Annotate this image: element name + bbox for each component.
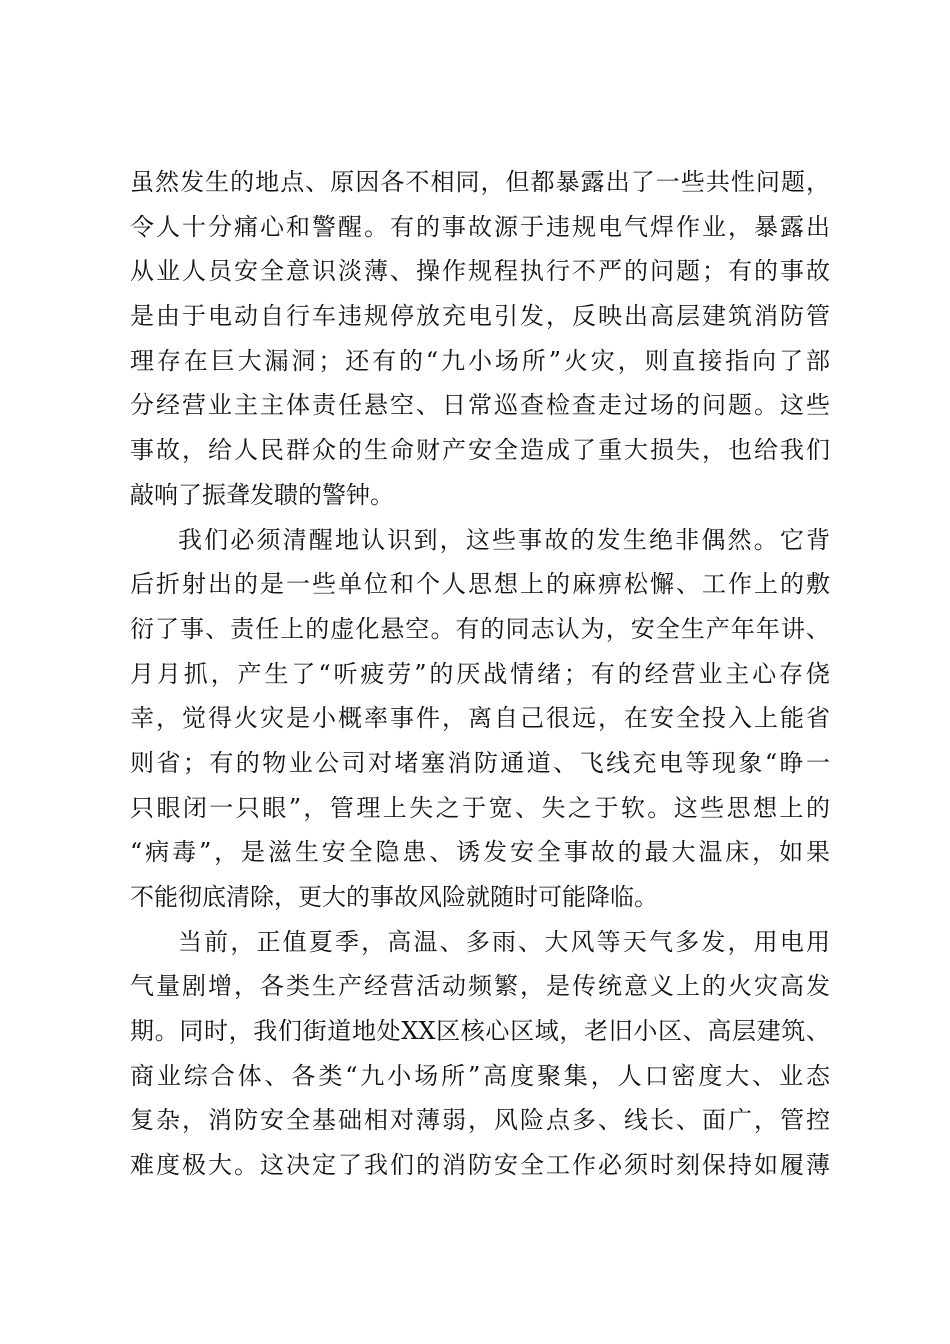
text-line: 不能彻底清除，更大的事故风险就随时可能降临。 <box>130 883 658 911</box>
text-line: 敲响了振聋发聩的警钟。 <box>130 480 394 509</box>
text-line: 只眼闭一只眼”，管理上失之于宽、失之于软。这些思想上的 <box>130 793 830 822</box>
text-line: 理存在巨大漏洞；还有的“九小场所”火灾，则直接指向了部 <box>130 346 830 375</box>
text-line: 虽然发生的地点、原因各不相同，但都暴露出了一些共性问题， <box>130 168 830 196</box>
paragraph-3 <box>130 920 830 1188</box>
text-line: 从业人员安全意识淡薄、操作规程执行不严的问题；有的事故 <box>130 257 830 286</box>
text-line: 期。同时，我们街道地处XX区核心区域，老旧小区、高层建筑、 <box>130 1017 830 1046</box>
text-line: 复杂，消防安全基础相对薄弱，风险点多、线长、面广，管控 <box>130 1106 830 1135</box>
text-line: 难度极大。这决定了我们的消防安全工作必须时刻保持如履薄 <box>130 1151 830 1180</box>
text-line: 当前，正值夏季，高温、多雨、大风等天气多发，用电用 <box>178 927 830 956</box>
document-body <box>130 160 830 1188</box>
text-line: 商业综合体、各类“九小场所”高度聚集，人口密度大、业态 <box>130 1061 830 1090</box>
text-line: 衍了事、责任上的虚化悬空。有的同志认为，安全生产年年讲、 <box>130 614 830 643</box>
text-line: 后折射出的是一些单位和个人思想上的麻痹松懈、工作上的敷 <box>130 570 830 599</box>
text-line: 分经营业主主体责任悬空、日常巡查检查走过场的问题。这些 <box>130 391 830 420</box>
text-line: 我们必须清醒地认识到，这些事故的发生绝非偶然。它背 <box>178 525 830 554</box>
text-line: 则省；有的物业公司对堵塞消防通道、飞线充电等现象“睁一 <box>130 748 830 777</box>
text-line: “病毒”，是滋生安全隐患、诱发安全事故的最大温床，如果 <box>130 838 830 867</box>
text-line: 气量剧增，各类生产经营活动频繁，是传统意义上的火灾高发 <box>130 972 830 1001</box>
text-line: 是由于电动自行车违规停放充电引发，反映出高层建筑消防管 <box>130 302 830 331</box>
paragraph-2 <box>130 518 830 920</box>
text-line: 月月抓，产生了“听疲劳”的厌战情绪；有的经营业主心存侥 <box>130 659 830 688</box>
text-line: 幸，觉得火灾是小概率事件，离自己很远，在安全投入上能省 <box>130 704 830 733</box>
text-line: 事故，给人民群众的生命财产安全造成了重大损失，也给我们 <box>130 436 830 465</box>
paragraph-1 <box>130 160 830 518</box>
text-line: 令人十分痛心和警醒。有的事故源于违规电气焊作业，暴露出 <box>130 212 830 241</box>
